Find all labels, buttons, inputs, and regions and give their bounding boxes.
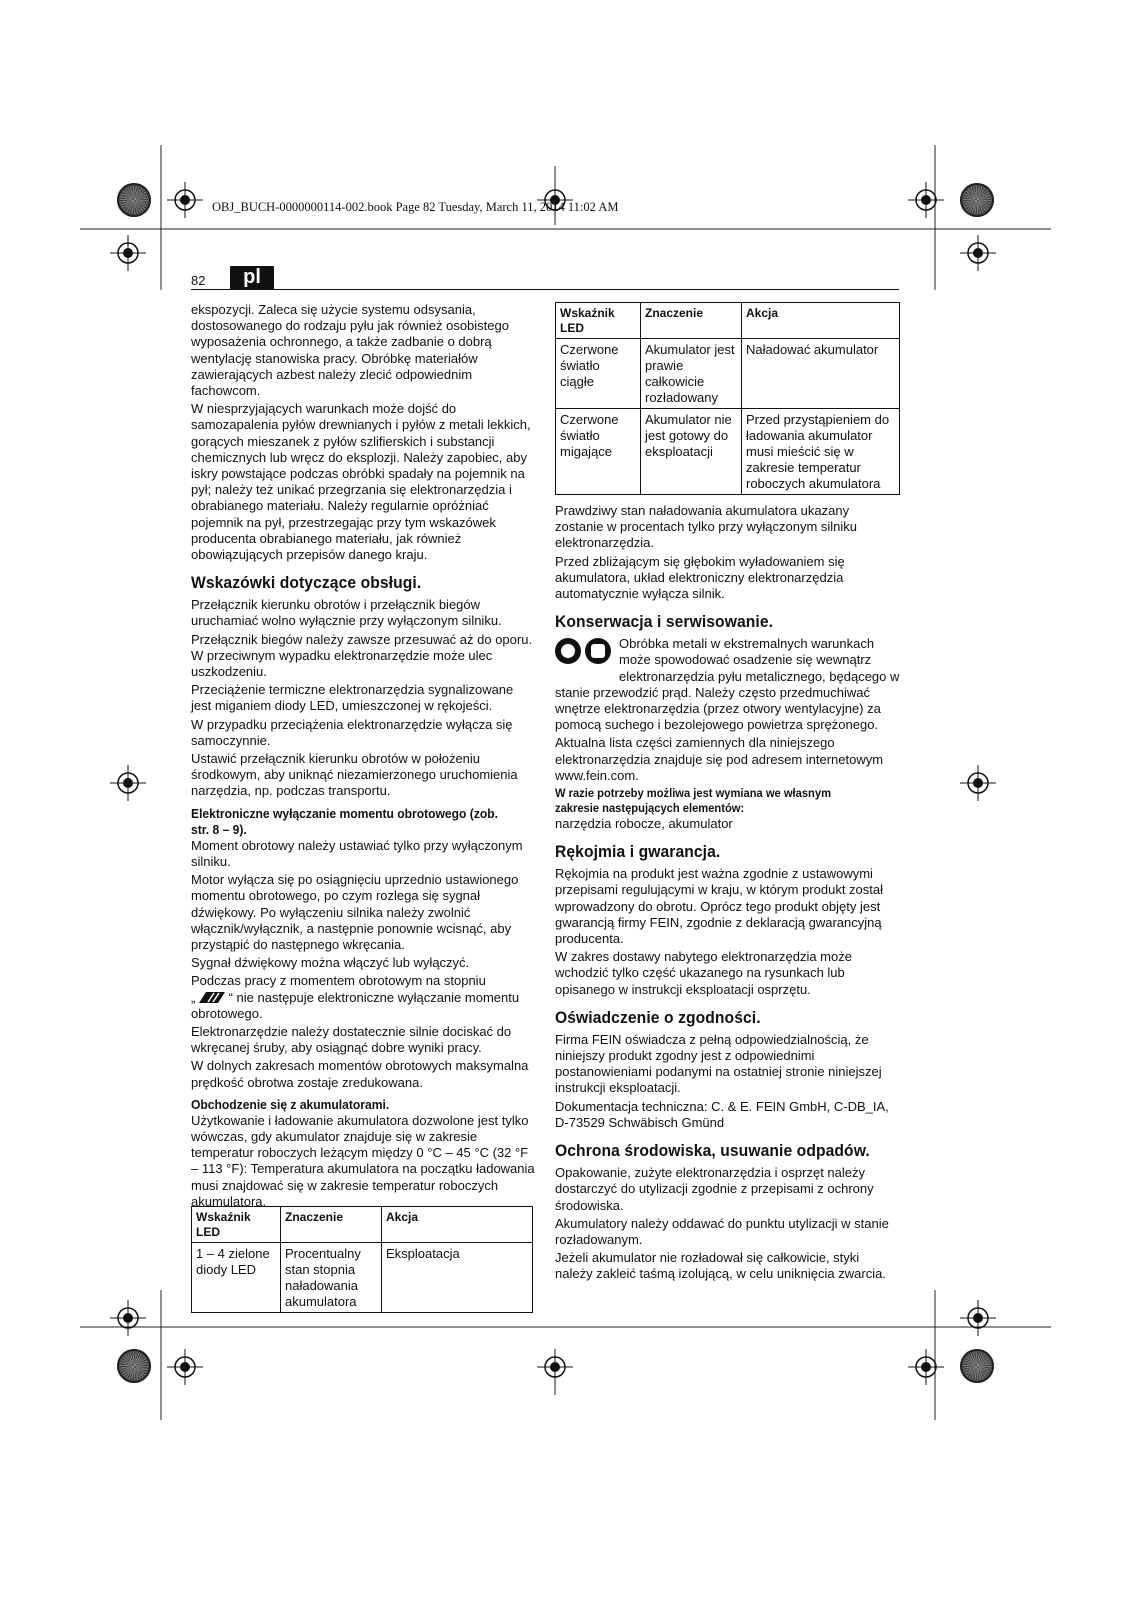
table-header-cell: Akcja (382, 1207, 533, 1243)
paragraph: Akumulatory należy oddawać do punktu utylizacji w stanie rozładowanym. (555, 1215, 889, 1247)
paragraph: W dolnych zakresach momentów obrotowych maksymalna prędkość obrotwa zostaje zredukowana. (191, 1058, 529, 1090)
registration-mark-icon (110, 765, 146, 801)
right-column (555, 302, 900, 1285)
led-table (555, 302, 900, 495)
paragraph: narzędzia robocze, akumulator (555, 816, 733, 832)
paragraph: Rękojmia na produkt jest ważna zgodnie z ustawowymi przepisami regulującymi w kraju, w którym produkt został wprowadzony do obrotu. Oprócz tego produkt objęty jest gwarancją firmy FEIN, zgodnie z deklaracją gwarancyjną producenta. (555, 866, 883, 947)
book-info-line: OBJ_BUCH-0000000114-002.book Page 82 Tuesday, March 11, 2014 11:02 AM (212, 200, 619, 214)
table-cell: Akumulator nie jest gotowy do eksploatacji (641, 409, 742, 495)
table-cell: Przed przystąpieniem do ładowania akumulator musi mieścić się w zakresie temperatur roboczych akumulatora (742, 409, 900, 495)
table-header-cell: Znaczenie (641, 303, 742, 339)
header-rule (191, 289, 899, 290)
paragraph: Opakowanie, zużyte elektronarzędzia i osprzęt należy dostarczyć do utylizacji zgodnie z przepisami z ochrony środowiska. (555, 1165, 874, 1213)
table-header-cell: Akcja (742, 303, 900, 339)
paragraph: Elektronarzędzie należy dostatecznie silnie dociskać do wkręcanej śruby, aby osiągnąć dobre wyniki pracy. (191, 1023, 512, 1056)
registration-mark-icon (167, 1349, 203, 1385)
registration-mark-icon (110, 235, 146, 271)
paragraph-service (555, 636, 900, 733)
section-heading-conformity: Oświadczenie o zgodności. (555, 1007, 761, 1027)
text: Obróbka metali w ekstremalnych warunkach może spowodować osadzenie się wewnątrz elektronarzędzia pyłu metalicznego, będącego w stanie przewodzić prąd. Należy często przedmuchiwać wnętrze elektronarzędzia (przez otwory wentylacyjne) za pomocą suchego i bezolejowego powietrza sprężonego. (555, 636, 900, 733)
led-table (191, 1206, 533, 1313)
page-number: 82 (191, 273, 206, 288)
torque-step-icon (199, 992, 225, 1003)
subheading-torque: Elektroniczne wyłączanie momentu obrotowego (zob. str. 8 – 9). (191, 805, 499, 837)
table-cell: Naładować akumulator (742, 339, 900, 409)
text: „ (191, 989, 196, 1005)
dust-mask-icon (585, 638, 611, 664)
table-header-cell: Wskaźnik LED (556, 303, 641, 339)
paragraph: Przeciążenie termiczne elektronarzędzia sygnalizowane jest miganiem diody LED, umieszczonej w rękojeści. (191, 682, 514, 714)
section-heading-operation: Wskazówki dotyczące obsługi. (191, 573, 422, 593)
left-column (191, 302, 536, 1212)
text: “ nie następuje elektroniczne wyłączanie momentu obrotowego. (191, 989, 520, 1021)
table-row (556, 409, 900, 495)
table-cell: Akumulator jest prawie całkowicie rozładowany (641, 339, 742, 409)
section-heading-warranty: Rękojmia i gwarancja. (555, 842, 721, 862)
paragraph: Moment obrotowy należy ustawiać tylko przy wyłączonym silniku. (191, 837, 523, 869)
paragraph: Firma FEIN oświadcza z pełną odpowiedzialnością, że niniejszy produkt zgodny jest z odpowiednimi postanowieniami podanymi na ostatniej stronie niniejszej instrukcji eksploatacji. (555, 1031, 882, 1096)
table-cell: 1 – 4 zielone diody LED (192, 1243, 281, 1313)
paragraph: W przypadku przeciążenia elektronarzędzie wyłącza się samoczynnie. (191, 716, 513, 748)
section-heading-environment: Ochrona środowiska, usuwanie odpadów. (555, 1141, 870, 1161)
bold-note: W razie potrzeby możliwa jest wymiana we własnym zakresie następujących elementów: (555, 786, 831, 816)
paragraph: Motor wyłącza się po osiągnięciu uprzednio ustawionego momentu obrotowego, po czym rozlega się sygnał dźwiękowy. Po wyłączeniu silnika należy zwolnić włącznik/wyłącznik, a następnie ponownie wcisnąć, aby przystąpić do następnego wkręcania. (191, 872, 519, 952)
eye-protection-icon (555, 638, 581, 664)
paragraph: Jeżeli akumulator nie rozładował się całkowicie, styki należy zakleić taśmą izolującą, w celu uniknięcia zwarcia. (555, 1250, 886, 1282)
paragraph: ekspozycji. Zaleca się użycie systemu odsysania, dostosowanego do rodzaju pyłu jak również osobistego wyposażenia ochronnego, a także zadbanie o dobrą wentylację stanowiska pracy. Obróbkę materiałów zawierających azbest należy zlecić odpowiednim fachowcom. (191, 302, 509, 399)
table-cell: Czerwone światło migające (556, 409, 641, 495)
section-heading-service: Konserwacja i serwisowanie. (555, 612, 774, 632)
paragraph: Aktualna lista części zamiennych dla niniejszego elektronarzędzia znajduje się pod adresem internetowym www.fein.com. (555, 735, 884, 783)
table-row (192, 1243, 533, 1313)
paragraph: Ustawić przełącznik kierunku obrotów w położeniu środkowym, aby uniknąć niezamierzonego uruchomienia narzędzia, np. podczas transportu. (191, 751, 518, 799)
paragraph: Dokumentacja techniczna: C. & E. FEIN GmbH, C-DB_IA, D-73529 Schwäbisch Gmünd (555, 1098, 889, 1130)
table-header-cell: Znaczenie (281, 1207, 382, 1243)
paragraph: Przełącznik kierunku obrotów i przełącznik biegów uruchamiać wolno wyłącznie przy wyłączonym silniku. (191, 597, 502, 629)
registration-mark-icon (960, 1300, 996, 1336)
registration-mark-icon (960, 235, 996, 271)
paragraph: Przełącznik biegów należy zawsze przesuwać aż do oporu. W przeciwnym wypadku elektronarzędzie może ulec uszkodzeniu. (191, 631, 533, 680)
paragraph: Prawdziwy stan naładowania akumulatora ukazany zostanie w procentach tylko przy wyłączonym silniku elektronarzędzia. (555, 503, 858, 551)
led-table-left (191, 1206, 533, 1313)
paragraph-torque-step (191, 973, 536, 1022)
registration-mark-icon (110, 1300, 146, 1336)
paragraph: Sygnał dźwiękowy można włączyć lub wyłączyć. (191, 955, 470, 971)
paragraph: Użytkowanie i ładowanie akumulatora dozwolone jest tylko wówczas, gdy akumulator znajduje się w zakresie temperatur roboczych leżącym między 0 °C – 45 °C (32 °F – 113 °F): Temperatura akumulatora na początku ładowania musi znajdować się w zakresie temperatur roboczych akumulatora. (191, 1112, 535, 1209)
text: Podczas pracy z momentem obrotowym na stopniu (191, 973, 486, 989)
subheading-battery: Obchodzenie się z akumulatorami. (191, 1096, 390, 1112)
warning-icons (555, 638, 615, 670)
language-badge: pl (230, 266, 274, 290)
registration-mark-icon (960, 765, 996, 801)
registration-mark-icon (537, 1349, 573, 1385)
paragraph: W zakres dostawy nabytego elektronarzędzia może wchodzić tylko część ukazanego na rysunkach lub opisanego w instrukcji eksploatacji osprzętu. (555, 949, 852, 997)
table-row (556, 339, 900, 409)
table-cell: Procentualny stan stopnia naładowania akumulatora (281, 1243, 382, 1313)
paragraph: Przed zbliżającym się głębokim wyładowaniem się akumulatora, układ elektroniczny elektronarzędzia automatycznie wyłącza silnik. (555, 553, 845, 602)
registration-mark-icon (167, 182, 203, 218)
registration-mark-icon (908, 1349, 944, 1385)
table-header-cell: Wskaźnik LED (192, 1207, 281, 1243)
table-cell: Czerwone światło ciągłe (556, 339, 641, 409)
table-cell: Eksploatacja (382, 1243, 533, 1313)
paragraph: W niesprzyjających warunkach może dojść do samozapalenia pyłów drewnianych i pyłów z metali lekkich, gorących mieszanek z pyłów szlifierskich i substancji chemicznych lub wręcz do eksplozji. Należy zapobiec, aby iskry powstające podczas obróbki spadały na pojemnik na pył; należy też unikać przegrzania się elektronarzędzia i obrabianego materiału. Należy regularnie opróżniać pojemnik na pył, przestrzegając przy tym wskazówek producenta obrabianego materiału, jak również obowiązujących przepisów danego kraju. (191, 401, 531, 563)
registration-mark-icon (908, 182, 944, 218)
